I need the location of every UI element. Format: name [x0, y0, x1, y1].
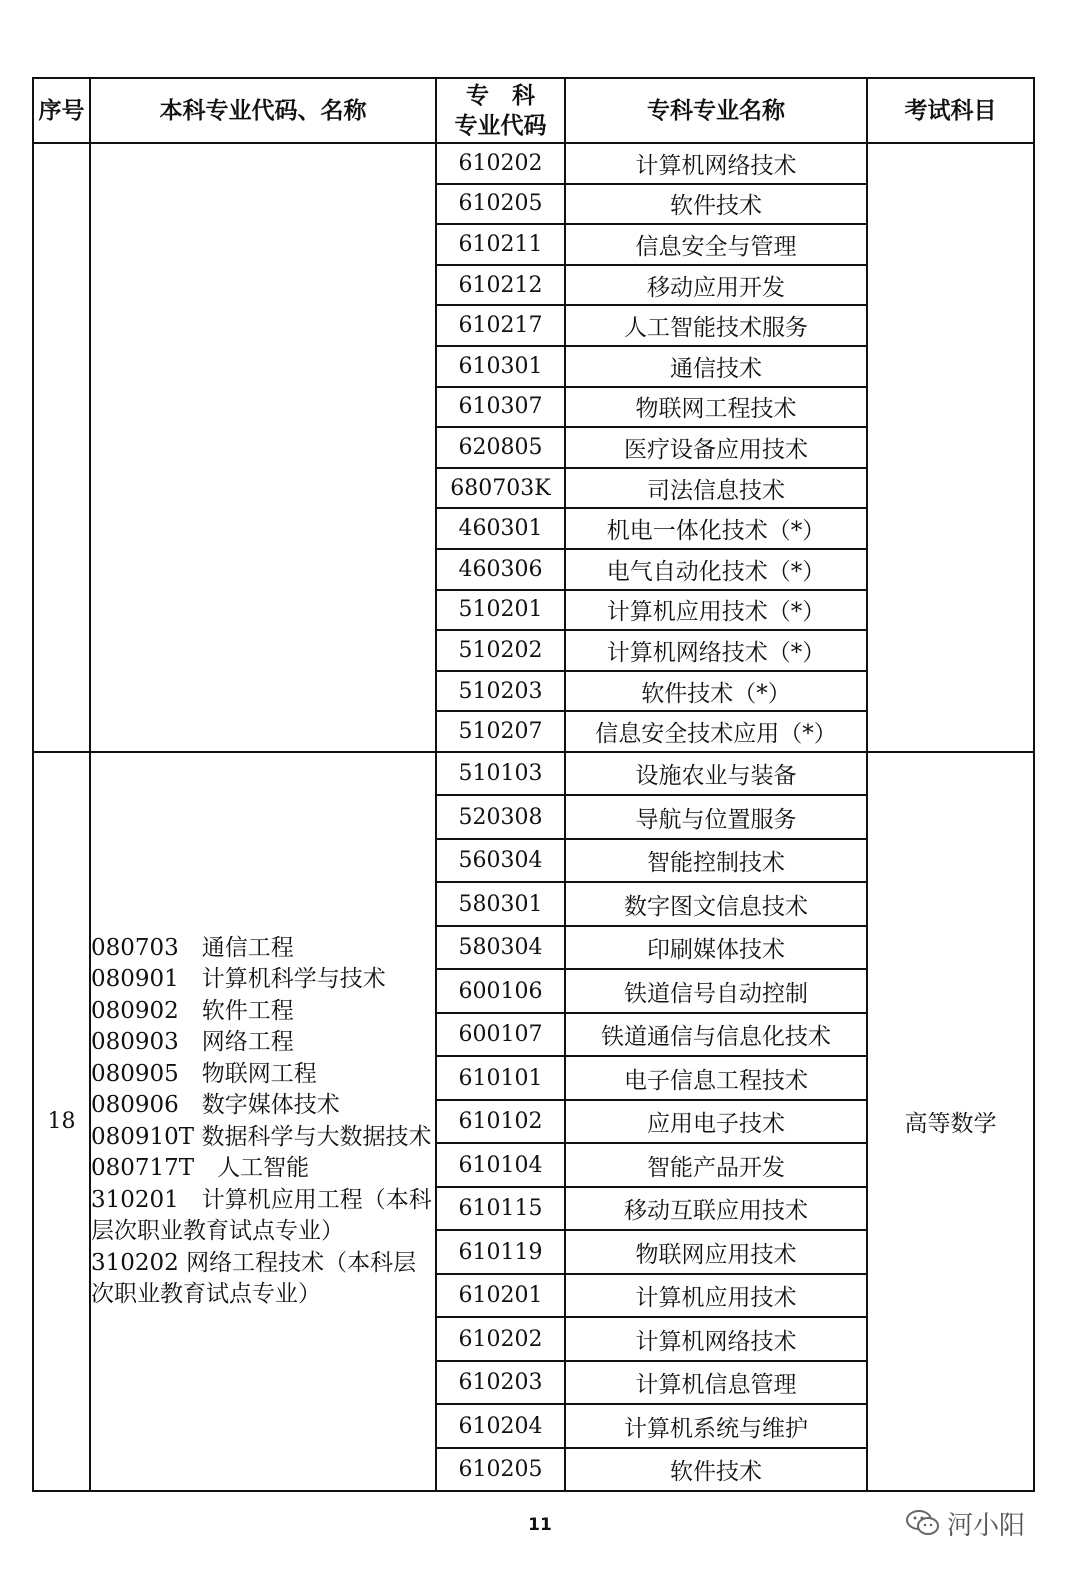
diploma-code-cell: 610202	[436, 143, 565, 184]
header-diploma-code	[436, 78, 565, 143]
diploma-code-cell: 610205	[436, 1448, 565, 1492]
table-row	[33, 752, 1034, 796]
diploma-name-cell: 导航与位置服务	[565, 795, 867, 839]
header-exam-subject: 考试科目	[867, 78, 1034, 143]
header-code-line1: 专 科	[466, 82, 535, 109]
header-undergrad-major: 本科专业代码、名称	[90, 78, 436, 143]
diploma-code-cell: 610307	[436, 387, 565, 428]
exam-subject-cell: 高等数学	[867, 752, 1034, 1492]
table-row	[33, 143, 1034, 184]
exam-subject-cell-empty	[867, 143, 1034, 752]
diploma-code-cell: 680703K	[436, 468, 565, 509]
header-diploma-name: 专科专业名称	[565, 78, 867, 143]
undergrad-majors-cell-empty	[90, 143, 436, 752]
diploma-name-cell: 铁道信号自动控制	[565, 969, 867, 1013]
diploma-name-cell: 人工智能技术服务	[565, 305, 867, 346]
diploma-name-cell: 软件技术	[565, 184, 867, 225]
diploma-name-cell: 设施农业与装备	[565, 752, 867, 796]
diploma-name-cell: 应用电子技术	[565, 1100, 867, 1144]
diploma-name-cell: 移动互联应用技术	[565, 1187, 867, 1231]
header-code-line2: 专业代码	[454, 112, 547, 139]
diploma-code-cell: 520308	[436, 795, 565, 839]
diploma-code-cell: 610203	[436, 1361, 565, 1405]
undergrad-major-item: 080903 网络工程	[91, 1029, 294, 1056]
diploma-code-cell: 610211	[436, 224, 565, 265]
diploma-name-cell: 计算机网络技术（*）	[565, 630, 867, 671]
diploma-code-cell: 610217	[436, 305, 565, 346]
wechat-icon	[905, 1508, 941, 1538]
header-row	[33, 78, 1034, 143]
diploma-name-cell: 计算机网络技术	[565, 1317, 867, 1361]
diploma-code-cell: 510103	[436, 752, 565, 796]
undergrad-major-item: 080902 软件工程	[91, 997, 294, 1024]
diploma-name-cell: 数字图文信息技术	[565, 882, 867, 926]
majors-table	[32, 77, 1035, 1492]
diploma-name-cell: 计算机系统与维护	[565, 1404, 867, 1448]
diploma-code-cell: 610212	[436, 265, 565, 306]
diploma-name-cell: 物联网应用技术	[565, 1230, 867, 1274]
diploma-name-cell: 计算机应用技术	[565, 1274, 867, 1318]
diploma-name-cell: 医疗设备应用技术	[565, 427, 867, 468]
diploma-name-cell: 司法信息技术	[565, 468, 867, 509]
diploma-code-cell: 620805	[436, 427, 565, 468]
diploma-code-cell: 610205	[436, 184, 565, 225]
diploma-code-cell: 580304	[436, 926, 565, 970]
diploma-name-cell: 印刷媒体技术	[565, 926, 867, 970]
diploma-code-cell: 610201	[436, 1274, 565, 1318]
diploma-name-cell: 计算机信息管理	[565, 1361, 867, 1405]
diploma-name-cell: 信息安全与管理	[565, 224, 867, 265]
diploma-code-cell: 610301	[436, 346, 565, 387]
diploma-code-cell: 610102	[436, 1100, 565, 1144]
page-number: 11	[528, 1515, 552, 1535]
watermark	[905, 1503, 1025, 1543]
diploma-name-cell: 机电一体化技术（*）	[565, 508, 867, 549]
diploma-code-cell: 610115	[436, 1187, 565, 1231]
diploma-name-cell: 电子信息工程技术	[565, 1056, 867, 1100]
diploma-code-cell: 510207	[436, 711, 565, 752]
header-seq: 序号	[33, 78, 90, 143]
diploma-name-cell: 铁道通信与信息化技术	[565, 1013, 867, 1057]
diploma-code-cell: 600106	[436, 969, 565, 1013]
diploma-name-cell: 软件技术	[565, 1448, 867, 1492]
diploma-code-cell: 560304	[436, 839, 565, 883]
undergrad-major-item: 080906 数字媒体技术	[91, 1092, 340, 1119]
diploma-code-cell: 460306	[436, 549, 565, 590]
diploma-code-cell: 510203	[436, 671, 565, 712]
undergrad-major-item: 310201 计算机应用工程（本科层次职业教育试点专业）	[91, 1186, 432, 1245]
diploma-code-cell: 610202	[436, 1317, 565, 1361]
seq-cell-empty	[33, 143, 90, 752]
undergrad-majors-cell	[90, 752, 436, 1492]
diploma-name-cell: 电气自动化技术（*）	[565, 549, 867, 590]
diploma-name-cell: 移动应用开发	[565, 265, 867, 306]
undergrad-major-item: 080901 计算机科学与技术	[91, 966, 386, 993]
seq-cell: 18	[33, 752, 90, 1492]
undergrad-major-item: 080910T 数据科学与大数据技术	[91, 1123, 432, 1150]
diploma-code-cell: 610204	[436, 1404, 565, 1448]
diploma-code-cell: 510202	[436, 630, 565, 671]
diploma-name-cell: 通信技术	[565, 346, 867, 387]
diploma-name-cell: 智能控制技术	[565, 839, 867, 883]
undergrad-major-item: 080717T 人工智能	[91, 1155, 310, 1182]
diploma-code-cell: 460301	[436, 508, 565, 549]
diploma-code-cell: 610101	[436, 1056, 565, 1100]
diploma-code-cell: 600107	[436, 1013, 565, 1057]
diploma-name-cell: 软件技术（*）	[565, 671, 867, 712]
undergrad-major-item: 310202 网络工程技术（本科层次职业教育试点专业）	[91, 1249, 417, 1308]
undergrad-major-item: 080703 通信工程	[91, 934, 294, 961]
diploma-code-cell: 510201	[436, 590, 565, 631]
diploma-name-cell: 信息安全技术应用（*）	[565, 711, 867, 752]
diploma-name-cell: 智能产品开发	[565, 1143, 867, 1187]
diploma-code-cell: 610119	[436, 1230, 565, 1274]
watermark-text: 河小阳	[947, 1510, 1026, 1541]
undergrad-major-item: 080905 物联网工程	[91, 1060, 317, 1087]
diploma-name-cell: 计算机应用技术（*）	[565, 590, 867, 631]
diploma-name-cell: 物联网工程技术	[565, 387, 867, 428]
diploma-name-cell: 计算机网络技术	[565, 143, 867, 184]
diploma-code-cell: 580301	[436, 882, 565, 926]
diploma-code-cell: 610104	[436, 1143, 565, 1187]
